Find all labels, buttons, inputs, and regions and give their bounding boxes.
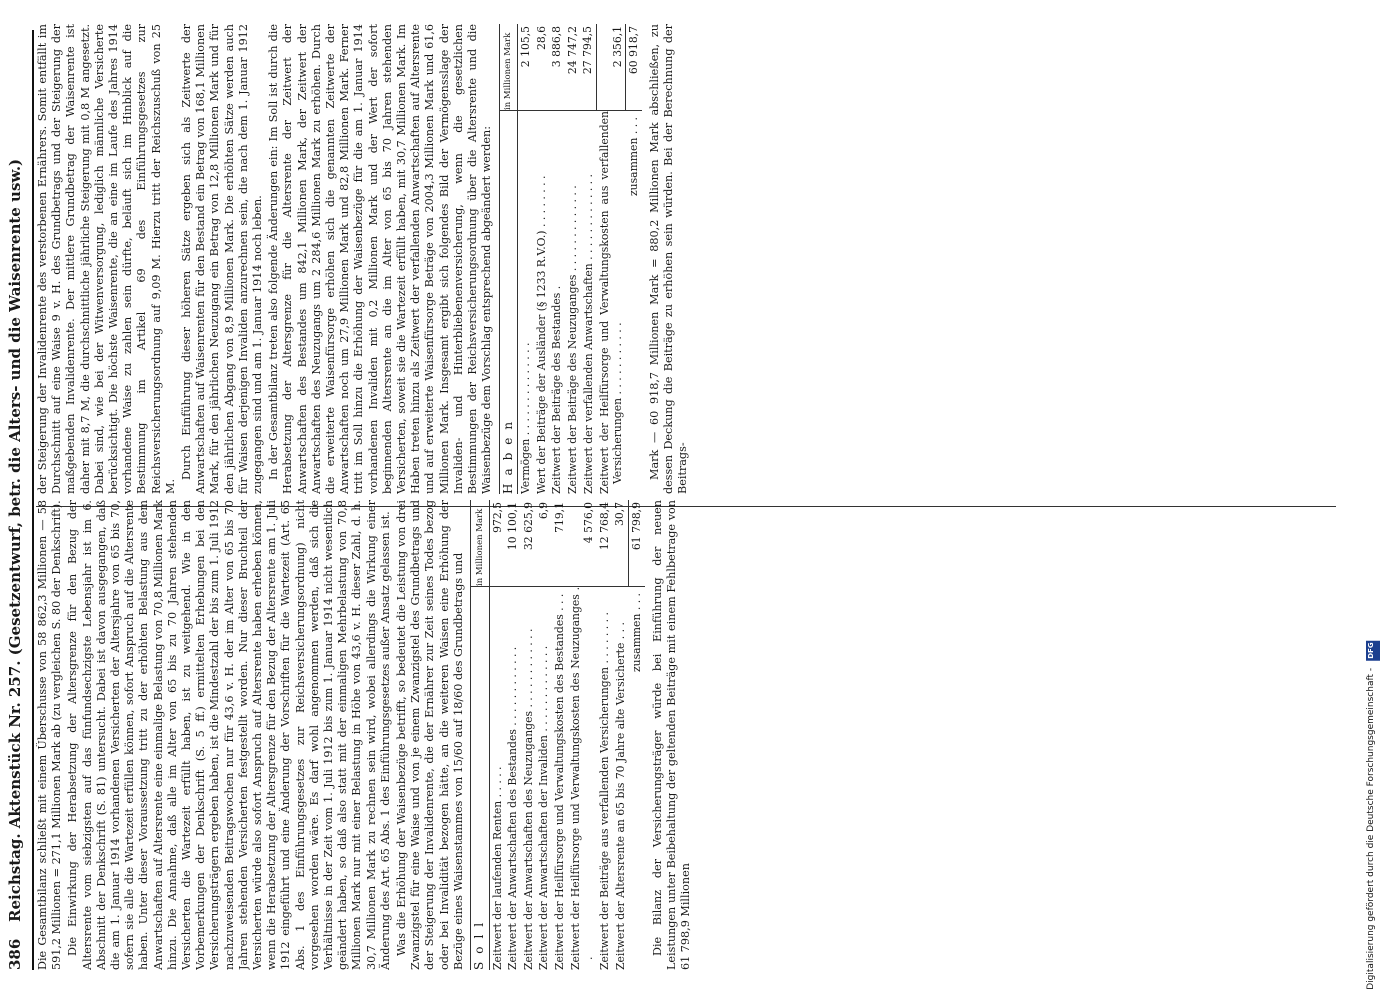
row-value: 4 576,0 — [568, 500, 597, 587]
row-label: Zeitwert der Heilfürsorge und Verwaltungskosten aus verfallenden Versicherungen . . . . . . . . . . . — [597, 111, 625, 494]
row-label: Zeitwert der Heilfürsorge und Verwaltungskosten des Neuzuganges . . — [568, 587, 596, 970]
total-row — [626, 24, 642, 494]
right-footer-text — [648, 24, 691, 494]
header-rule — [32, 30, 34, 970]
page-header — [6, 30, 32, 970]
table-row — [489, 500, 505, 970]
row-label: Zeitwert der Heilfürsorge und Verwaltungskosten des Bestandes . . . — [553, 593, 567, 970]
row-value: 30,7 — [612, 500, 628, 587]
total-value: 61 798,9 — [629, 500, 645, 587]
total-value: 60 918,7 — [626, 24, 642, 111]
row-value: 27 794,5 — [580, 24, 596, 111]
paragraph: Was die Erhöhung der Waisenbezüge betrifft, so bedeutet die Leistung von drei Zwanzigstel für eine Waise und von je einem Zwanzigstel des Grundbetrags und der Steigerung der Invalidenrente, die der Ernährer zur Zeit seines Todes bezog oder bei Invalidität bezogen hätte, an die weiteren Waisen eine Erhöhung der Bezüge eines Waisenstammes von 15/60 auf 18/60 des Grundbetrags und — [395, 500, 465, 970]
soll-header: Soll — [471, 587, 490, 971]
paragraph: In der Gesamtbilanz treten also folgende Änderungen ein: Im Soll ist durch die Herabsetzung der Altersgrenze für die Altersrente der Zeitwert der Anwartschaften des Bestandes um 842,1 Millionen Mark, der Zeitwert der Anwartschaften des Neuzugangs um 2 284,6 Millionen Mark zu erhöhen. Durch die erweiterte Waisenfürsorge erhöhen sich die genannten Zeitwerte der Anwartschaften noch um 27,9 Millionen Mark und 82,8 Millionen Mark. Ferner tritt im Soll hinzu die Erhöhung der Waisenbezüge für die am 1. Januar 1914 vorhandenen Invaliden mit 0,2 Millionen Mark und der Wert der sofort beginnenden Altersrente an die im Alter von 65 bis 70 Jahren stehenden Versicherten, soweit sie die Wartezeit erfüllt haben, mit 30,7 Millionen Mark. Im Haben treten hinzu als Zeitwert der verfallenden Anwartschaften auf Altersrente und auf erweiterte Waisenfürsorge Beträge von 2004,3 Millionen Mark und 61,6 Millionen Mark. Insgesamt ergibt sich folgendes Bild der Vermögensslage der Invaliden- und Hinterbliebenenversicherung, wenn die gesetzlichen Bestimmungen der Reichsversicherungsordnung über die Altersrente und die Waisenbezüge dem Vorschlag entsprechend abgeändert werden: — [267, 24, 494, 494]
row-value: 2 105,5 — [518, 24, 534, 111]
soll-table — [470, 500, 645, 970]
total-row — [629, 500, 645, 970]
page-title: Reichstag. Aktenstück Nr. 257. (Gesetzentwurf, betr. die Alters- und die Waisenrente usw.) — [6, 158, 24, 922]
dfg-logo: DFG — [1366, 641, 1380, 661]
row-label: Zeitwert der Anwartschaften der Invaliden . . . . . . . . . . . . . — [537, 645, 551, 970]
total-label: zusammen . . . — [630, 593, 644, 673]
digitization-credit — [1366, 641, 1380, 990]
row-value: 12 768,4 — [597, 500, 613, 587]
row-label: Zeitwert der Beiträge des Bestandes . — [550, 285, 564, 494]
row-value: 32 625,9 — [521, 500, 537, 587]
left-column — [36, 500, 1336, 970]
credit-text: Digitalisierung gefördert durch die Deutsche Forschungsgemeinschaft - — [1366, 668, 1376, 990]
row-value: 719,1 — [552, 500, 568, 587]
row-value: 2 356,1 — [597, 24, 626, 111]
row-value: 28,6 — [534, 24, 550, 111]
table-row — [521, 500, 537, 970]
table-row — [580, 24, 596, 494]
row-value: 6,9 — [536, 500, 552, 587]
row-label: Zeitwert der Beiträge aus verfallenden Versicherungen . . . . . . . . — [597, 612, 611, 970]
paragraph: Mark — 60 918,7 Millionen Mark = 880,2 Millionen Mark abschließen, zu dessen Deckung die Beiträge zu erhöhen sein würden. Bei der Berechnung der Beitrags- — [647, 24, 690, 494]
row-label: Zeitwert der Altersrente an 65 bis 70 Jahre alte Versicherte . . . — [613, 622, 627, 970]
row-value: 24 747,2 — [565, 24, 581, 111]
row-value: 10 100,1 — [505, 500, 521, 587]
table-row — [597, 24, 626, 494]
unit-header: in Millionen Mark — [499, 24, 518, 111]
haben-table — [499, 24, 642, 494]
table-row — [536, 500, 552, 970]
total-label: zusammen . . . — [627, 117, 641, 197]
row-label: Vermögen . . . . . . . . . . . . . . — [519, 342, 533, 494]
row-value: 972,5 — [489, 500, 505, 587]
right-column — [36, 24, 1336, 494]
paragraph: der Steigerung der Invalidenrente des verstorbenen Ernährers. Somit entfällt im Durchschnitt auf eine Waise 9 v. H. des Grundbetrags und der Steigerung der maßgebenden Invalidenrente. Der mittlere Grundbetrag der Waisenrente ist daher mit 8,7 M, die durchschnittliche jährliche Steigerung mit 0,8 M angesetzt. Dabei sind, wie bei der Witwenversorgung, lediglich männliche Versicherte berücksichtigt. Die höchste Waisenrente, die an eine im Laufe des Jahres 1914 vorhandene Waise zu zahlen sein dürfte, beläuft sich im Hinblick auf die Bestimmung im Artikel 69 des Einführungsgesetzes zur Reichsversicherungsordnung auf 9,09 M. Hierzu tritt der Reichszuschuß von 25 M. — [36, 24, 177, 494]
row-label: Zeitwert der verfallenden Anwartschaften . . . . . . . . . . . . . — [581, 174, 595, 494]
left-footer-text — [651, 500, 694, 970]
row-label: Zeitwert der Beiträge des Neuzuganges . . . . . . . . . . . . . — [565, 185, 579, 494]
table-row — [505, 500, 521, 970]
unit-header: in Millionen Mark — [471, 500, 490, 587]
haben-header: Haben — [499, 111, 518, 495]
paragraph: Durch Einführung dieser höheren Sätze ergeben sich als Zeitwerte der Anwartschaften auf Waisenrenten für den Bestand ein Betrag von 168,1 Millionen Mark, für den jährlichen Neuzugang ein Betrag von 12,8 Millionen Mark und für den jährlichen Abgang von 8,9 Millionen Mark. Die erhöhten Sätze werden auch für Waisen derjenigen Invaliden anzurechnen sein, die nach dem 1. Januar 1912 zugegangen sind und am 1. Januar 1914 noch leben. — [180, 24, 265, 494]
page-number: 386 — [6, 938, 24, 970]
table-row — [534, 24, 550, 494]
paragraph: Die Bilanz der Versicherungsträger würde bei Einführung der neuen Leistungen unter Beibehaltung der geltenden Beiträge mit einem Fehlbetrage von 61 798,9 Millionen — [650, 500, 693, 970]
row-label: Zeitwert der Anwartschaften des Bestandes . . . . . . . . . . . . — [506, 646, 520, 970]
table-row — [565, 24, 581, 494]
row-label: Wert der Beiträge der Ausländer (§ 1233 R.V.O.) . . . . . . . . — [534, 175, 548, 494]
row-label: Zeitwert der laufenden Renten . . . . . — [490, 766, 504, 970]
table-row — [549, 24, 565, 494]
table-row — [518, 24, 534, 494]
table-row — [568, 500, 597, 970]
paragraph: Die Gesamtbilanz schließt mit einem Überschusse von 58 862,3 Millionen — 58 591,2 Millionen = 271,1 Millionen Mark ab (zu vergleichen S. 80 der Denkschrift). — [36, 500, 64, 970]
table-row — [552, 500, 568, 970]
paragraph: Die Einwirkung der Herabsetzung der Altersgrenze für den Bezug der Altersrente vom siebzigsten auf das fünfundsechzigste Lebensjahr ist im 6. Abschnitt der Denkschrift (S. 81) untersucht. Dabei ist davon ausgegangen, daß die am 1. Januar 1914 vorhandenen Versicherten der Altersjahre von 65 bis 70, sofern sie alle die Wartezeit erfüllen können, sofort Anspruch auf die Altersrente haben. Unter dieser Voraussetzung tritt zu der erhöhten Belastung aus dem Anwartschaften auf Altersrente eine einmalige Belastung von 70,8 Millionen Mark hinzu. Die Annahme, daß alle im Alter von 65 bis zu 70 Jahren stehenden Versicherten die Wartezeit erfüllt haben, ist zu weitgehend. Wie in den Vorbemerkungen der Denkschrift (S. 5 ff.) ermittelten Erhebungen bei den Versicherungsträgern ergeben haben, ist die Mindestzahl der bis zum 1. Juli 1912 nachzuweisenden Beitragswochen nur für 43,6 v. H. der im Alter von 65 bis 70 Jahren stehenden Versicherten festgestellt worden. Nur dieser Bruchteil der Versicherten würde also sofort Anspruch auf Altersrente haben erheben können, wenn die Herabsetzung der Altersgrenze für den Bezug der Altersrente am 1. Juli 1912 eingeführt und eine Änderung der Vorschriften für die Wartezeit (Art. 65 Abs. 1 des Einführungsgesetzes zur Reichsversicherungsordnung) nicht vorgesehen worden wäre. Es darf wohl angenommen werden, daß sich die Verhältnisse in der Zeit vom 1. Juli 1912 bis zum 1. Januar 1914 nicht wesentlich geändert haben, so daß also statt mit der einmaligen Mehrbelastung von 70,8 Millionen Mark nur mit einer Belastung in Höhe von 43,6 v. H. dieser Zahl, d. h. 30,7 Millionen Mark zu rechnen sein wird, wobei allerdings die Wirkung einer Änderung des Art. 65 Abs. 1 des Einführungsgesetzes außer Ansatz gelassen ist. — [66, 500, 392, 970]
table-row — [597, 500, 613, 970]
row-label: Zeitwert der Anwartschaften des Neuzuganges . . . . . . . . . . . . — [521, 628, 535, 970]
table-row — [612, 500, 628, 970]
row-value: 3 886,8 — [549, 24, 565, 111]
